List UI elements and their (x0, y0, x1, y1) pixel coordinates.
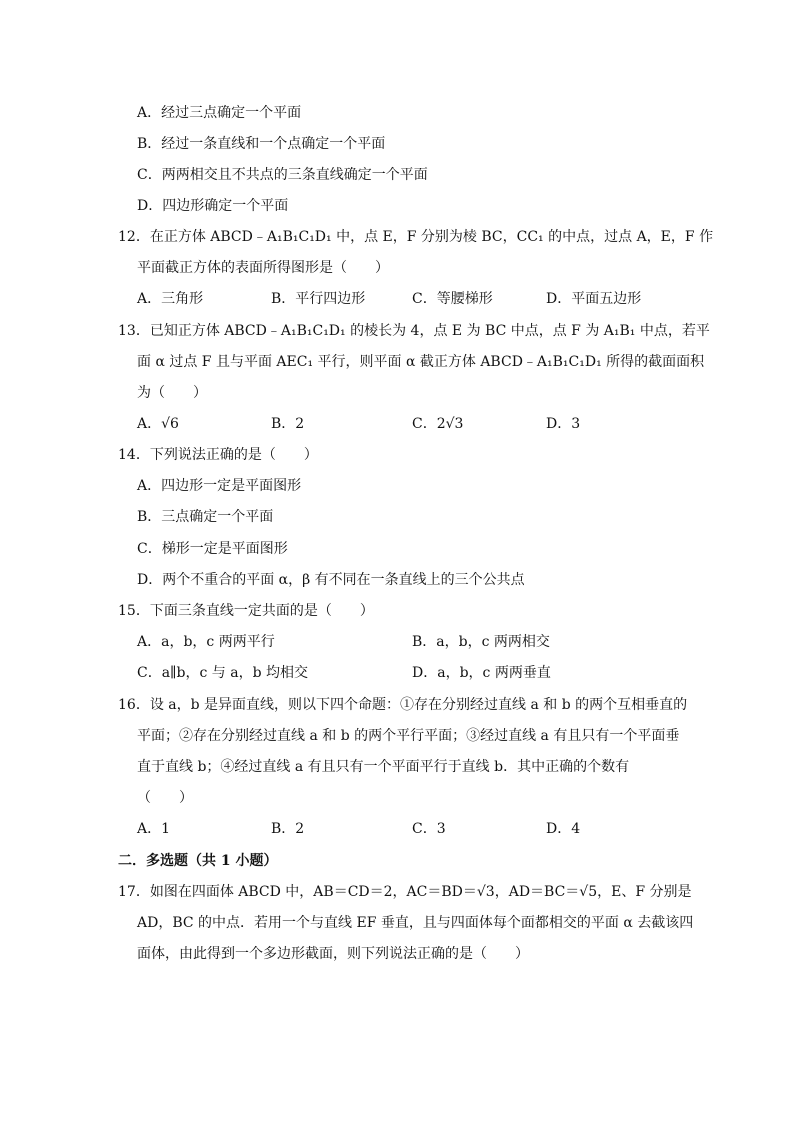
q14-option-c: C．梯形一定是平面图形 (137, 541, 288, 557)
q15-option-d: D．a，b，c 两两垂直 (412, 665, 551, 681)
section-heading-multiple-choice: 二．多选题（共 1 小题） (118, 853, 278, 869)
q13-option-d: D．3 (546, 416, 581, 432)
q16-stem-line-2: 平面；②存在分别经过直线 a 和 b 的两个平行平面；③经过直线 a 有且只有一个平面垂 (137, 728, 680, 744)
q15-option-a: A．a，b，c 两两平行 (137, 634, 275, 650)
q17-stem-line-2: AD，BC 的中点．若用一个与直线 EF 垂直，且与四面体每个面都相交的平面 α 去截该四 (137, 915, 694, 931)
q14-option-a: A．四边形一定是平面图形 (137, 478, 302, 494)
q11-option-b: B．经过一条直线和一个点确定一个平面 (137, 136, 386, 152)
q17-stem-line-3: 面体，由此得到一个多边形截面，则下列说法正确的是（ ） (137, 946, 529, 962)
q12-option-c: C．等腰梯形 (412, 291, 493, 307)
q16-option-d: D．4 (546, 821, 581, 837)
q13-stem-line-2: 面 α 过点 F 且与平面 AEC₁ 平行，则平面 α 截正方体 ABCD﹣A₁B₁C₁D₁ 所得的截面面积 (137, 354, 705, 370)
q11-option-d: D．四边形确定一个平面 (137, 198, 289, 214)
q11-option-a: A．经过三点确定一个平面 (137, 105, 302, 121)
q12-option-d: D．平面五边形 (546, 291, 642, 307)
q13-stem-line-1: 13．已知正方体 ABCD﹣A₁B₁C₁D₁ 的棱长为 4，点 E 为 BC 中点，点 F 为 A₁B₁ 中点，若平 (118, 323, 710, 339)
q17-stem-line-1: 17．如图在四面体 ABCD 中，AB＝CD＝2，AC＝BD＝√3，AD＝BC＝√5，E、F 分别是 (118, 884, 692, 900)
q14-option-d: D．两个不重合的平面 α，β 有不同在一条直线上的三个公共点 (137, 572, 525, 588)
q13-option-b: B．2 (271, 416, 305, 432)
q11-option-c: C．两两相交且不共点的三条直线确定一个平面 (137, 167, 428, 183)
q14-stem-line-1: 14．下列说法正确的是（ ） (118, 447, 318, 463)
q12-option-a: A．三角形 (137, 291, 204, 307)
q16-option-a: A．1 (137, 821, 171, 837)
q13-stem-line-3: 为（ ） (137, 385, 207, 401)
q14-option-b: B．三点确定一个平面 (137, 509, 274, 525)
q16-option-b: B．2 (271, 821, 305, 837)
q16-stem-line-3: 直于直线 b；④经过直线 a 有且只有一个平面平行于直线 b．其中正确的个数有 (137, 759, 630, 775)
q15-stem-line-1: 15．下面三条直线一定共面的是（ ） (118, 603, 374, 619)
q16-stem-line-4: （ ） (137, 790, 193, 806)
q15-option-c: C．a∥b，c 与 a，b 均相交 (137, 665, 308, 681)
q12-stem-line-1: 12．在正方体 ABCD﹣A₁B₁C₁D₁ 中，点 E，F 分别为棱 BC，CC₁ 的中点，过点 A，E，F 作 (118, 229, 714, 245)
q15-option-b: B．a，b，c 两两相交 (412, 634, 550, 650)
q12-stem-line-2: 平面截正方体的表面所得图形是（ ） (137, 260, 389, 276)
q16-stem-line-1: 16．设 a，b 是异面直线，则以下四个命题：①存在分别经过直线 a 和 b 的两个互相垂直的 (118, 697, 688, 713)
q16-option-c: C．3 (412, 821, 446, 837)
q13-option-a: A．√6 (137, 416, 179, 432)
q13-option-c: C．2√3 (412, 416, 464, 432)
q12-option-b: B．平行四边形 (271, 291, 366, 307)
